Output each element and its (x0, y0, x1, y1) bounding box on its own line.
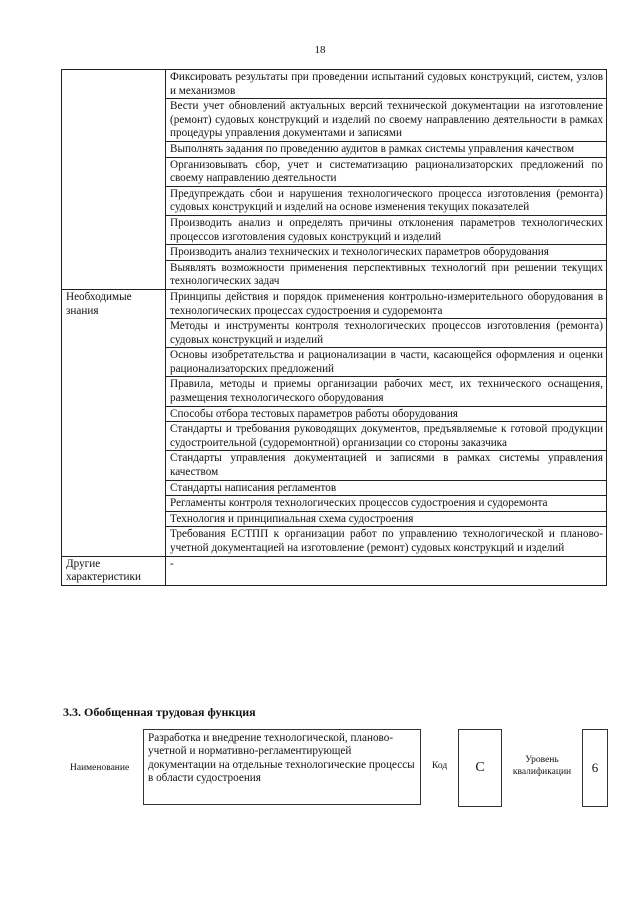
table-cell: Технология и принципиальная схема судостроения (166, 511, 607, 527)
table-cell: Организовывать сбор, учет и систематизацию рационализаторских предложений по своему направлению деятельности (166, 157, 607, 186)
row-header-knowledge: Необходимые знания (62, 289, 166, 556)
table-cell: Производить анализ технических и технологических параметров оборудования (166, 245, 607, 261)
code-value-box: С (458, 729, 502, 807)
table-cell: Стандарты написания регламентов (166, 480, 607, 496)
table-cell: Выявлять возможности применения перспективных технологий при решении текущих технологических задач (166, 260, 607, 289)
table-cell: Принципы действия и порядок применения контрольно-измерительного оборудования в технологических процессах судостроения и судоремонта (166, 289, 607, 318)
skills-knowledge-table (61, 69, 607, 586)
row-header-cell (62, 70, 166, 290)
row-header-other: Другие характеристики (62, 556, 166, 585)
name-value-box: Разработка и внедрение технологической, планово-учетной и нормативно-регламентирующей документации на отдельные технологические процессы в области судостроения (143, 729, 421, 805)
generalized-function-block (0, 729, 640, 809)
table-cell: Выполнять задания по проведению аудитов в рамках системы управления качеством (166, 141, 607, 157)
table-row (62, 70, 607, 99)
table-cell: Вести учет обновлений актуальных версий технической документации на изготовление (ремонт) судовых конструкций и изделий по своему направлению деятельности в рамках процедуры управления документами и записями (166, 99, 607, 142)
level-label: Уровень квалификации (512, 755, 572, 777)
table-cell: Регламенты контроля технологических процессов судостроения и судоремонта (166, 496, 607, 512)
table-cell: Стандарты управления документацией и записями в рамках системы управления качеством (166, 451, 607, 480)
table-row (62, 289, 607, 318)
table-cell: Требования ЕСТПП к организации работ по управлению технологической и планово-учетной документацией на изготовление (ремонт) судовых конструкций и изделий (166, 527, 607, 556)
section-title: 3.3. Обобщенная трудовая функция (63, 705, 256, 719)
name-label: Наименование (70, 763, 130, 773)
table-cell: Производить анализ и определять причины отклонения параметров технологических процессов изготовления судовых конструкций и изделий (166, 215, 607, 244)
table-row (62, 556, 607, 585)
table-cell: Методы и инструменты контроля технологических процессов изготовления (ремонта) судовых конструкций и изделий (166, 319, 607, 348)
table-cell: Правила, методы и приемы организации рабочих мест, их технического оснащения, размещения технологического оборудования (166, 377, 607, 406)
level-value-box: 6 (582, 729, 608, 807)
table-cell: Способы отбора тестовых параметров работы оборудования (166, 406, 607, 422)
table-cell: Предупреждать сбои и нарушения технологического процесса изготовления (ремонта) судовых конструкций и изделий на основе изменения текущих показателей (166, 186, 607, 215)
code-label: Код (432, 761, 448, 771)
table-cell: Основы изобретательства и рационализации в части, касающейся оформления и оценки рационализаторских предложений (166, 348, 607, 377)
page-number: 18 (314, 44, 326, 56)
table-cell: Фиксировать результаты при проведении испытаний судовых конструкций, систем, узлов и механизмов (166, 70, 607, 99)
table-cell: Стандарты и требования руководящих документов, предъявляемые к готовой продукции судостроительной (судоремонтной) организации со стороны заказчика (166, 422, 607, 451)
table-cell: - (166, 556, 607, 585)
